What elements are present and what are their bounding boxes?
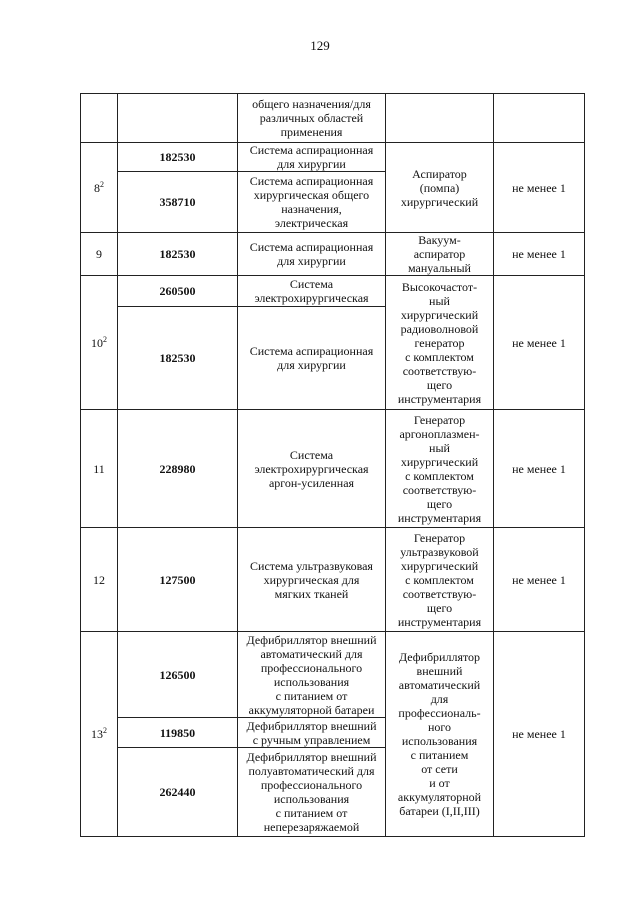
quantity-cell: не менее 1 <box>494 276 585 410</box>
table-row <box>81 233 585 276</box>
table-row <box>81 94 585 143</box>
quantity-cell: не менее 1 <box>494 410 585 528</box>
requirement-cell: Аспиратор (помпа) хирургический <box>386 143 494 233</box>
quantity-cell: не менее 1 <box>494 632 585 837</box>
description-cell: Дефибриллятор внешний автоматический для профессионального использования с питанием от аккумуляторной батареи <box>238 632 386 718</box>
code-cell: 182530 <box>118 233 238 276</box>
table-row <box>81 143 585 172</box>
row-number-cell: $13^2$ <box>81 632 118 837</box>
requirement-cell <box>386 94 494 143</box>
quantity-cell: не менее 1 <box>494 233 585 276</box>
row-number-cell <box>81 94 118 143</box>
description-cell: Система электрохирургическая <box>238 276 386 307</box>
code-cell: 228980 <box>118 410 238 528</box>
quantity-cell: не менее 1 <box>494 528 585 632</box>
description-cell: Система ультразвуковая хирургическая для мягких тканей <box>238 528 386 632</box>
row-number-cell: $8^2$ <box>81 143 118 233</box>
row-number-cell: 12 <box>81 528 118 632</box>
quantity-cell: не менее 1 <box>494 143 585 233</box>
row-number-cell: $10^2$ <box>81 276 118 410</box>
table-row <box>81 528 585 632</box>
description-cell: Дефибриллятор внешний полуавтоматический для профессионального использования с питанием от неперезаряжаемой <box>238 748 386 837</box>
row-number-cell: 11 <box>81 410 118 528</box>
description-cell: Система электрохирургическая аргон-усиленная <box>238 410 386 528</box>
page-number: 129 <box>310 38 330 53</box>
requirement-cell: Генератор ультразвуковой хирургический с комплектом соответствую- щего инструментария <box>386 528 494 632</box>
table-row <box>81 410 585 528</box>
table-row <box>81 276 585 307</box>
code-cell: 358710 <box>118 172 238 233</box>
code-cell: 260500 <box>118 276 238 307</box>
table-row <box>81 632 585 718</box>
code-cell: 126500 <box>118 632 238 718</box>
code-cell: 119850 <box>118 718 238 748</box>
row-number-cell: 9 <box>81 233 118 276</box>
description-cell: Дефибриллятор внешний с ручным управлением <box>238 718 386 748</box>
description-cell: Система аспирационная хирургическая общего назначения, электрическая <box>238 172 386 233</box>
code-cell: 127500 <box>118 528 238 632</box>
description-cell: общего назначения/для различных областей применения <box>238 94 386 143</box>
code-cell <box>118 94 238 143</box>
description-cell: Система аспирационная для хирургии <box>238 307 386 410</box>
requirement-cell: Генератор аргоноплазмен- ный хирургический с комплектом соответствую- щего инструментария <box>386 410 494 528</box>
code-cell: 182530 <box>118 143 238 172</box>
code-cell: 262440 <box>118 748 238 837</box>
requirement-cell: Дефибриллятор внешний автоматический для профессиональ- ного использования с питанием от сети и от аккумуляторной батареи (I,II,III) <box>386 632 494 837</box>
equipment-table <box>80 93 585 837</box>
description-cell: Система аспирационная для хирургии <box>238 233 386 276</box>
description-cell: Система аспирационная для хирургии <box>238 143 386 172</box>
quantity-cell <box>494 94 585 143</box>
requirement-cell: Вакуум- аспиратор мануальный <box>386 233 494 276</box>
code-cell: 182530 <box>118 307 238 410</box>
requirement-cell: Высокочастот- ный хирургический радиоволновой генератор с комплектом соответствую- щего инструментария <box>386 276 494 410</box>
